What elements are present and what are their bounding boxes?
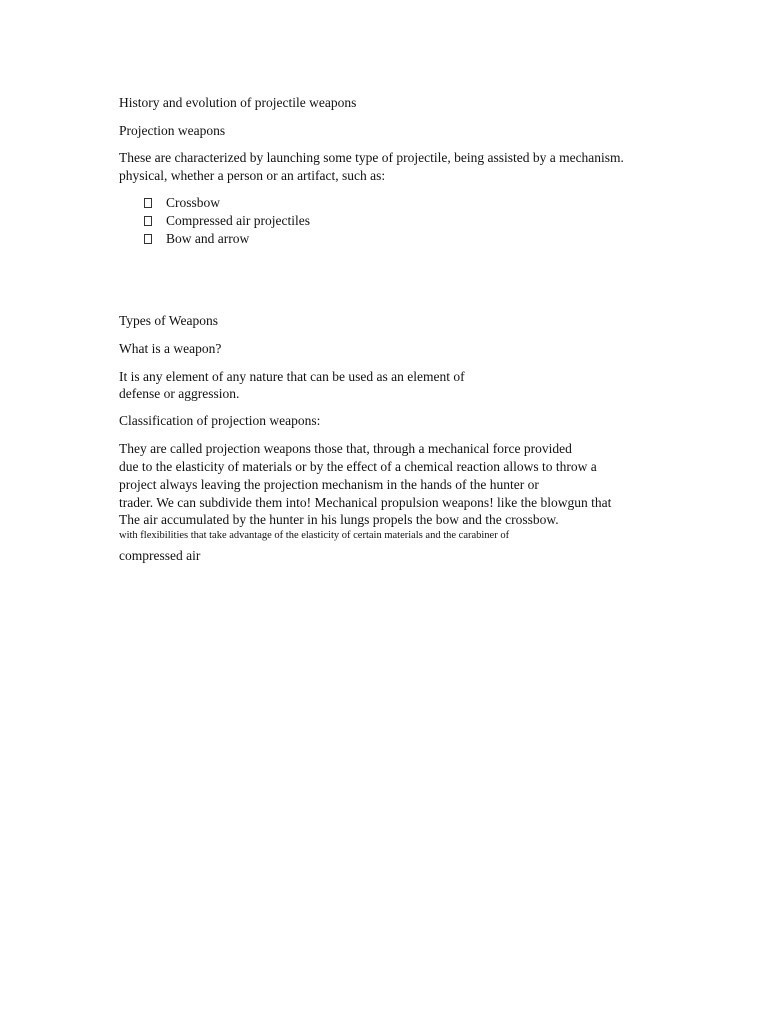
list-item (144, 230, 249, 247)
answer-line-2: defense or aggression. (119, 386, 240, 401)
list-item (144, 212, 310, 229)
paragraph-line-2: due to the elasticity of materials or by the effect of a chemical reaction allows to throw a (119, 459, 597, 474)
paragraph-line-1: They are called projection weapons those that, through a mechanical force provided (119, 441, 572, 456)
classification-heading: Classification of projection weapons: (119, 413, 321, 428)
list-item-label: Crossbow (166, 195, 221, 210)
bullet-box-icon (144, 216, 152, 226)
list-item-label: Compressed air projectiles (166, 213, 310, 228)
paragraph-last-line: compressed air (119, 548, 201, 563)
document-title: History and evolution of projectile weapons (119, 95, 357, 110)
bullet-box-icon (144, 198, 152, 208)
bullet-box-icon (144, 234, 152, 244)
paragraph-line-5: The air accumulated by the hunter in his lungs propels the bow and the crossbow. (119, 512, 559, 527)
list-item-label: Bow and arrow (166, 231, 250, 246)
paragraph-line-4: trader. We can subdivide them into! Mechanical propulsion weapons! like the blowgun that (119, 495, 612, 510)
paragraph-line-3: project always leaving the projection mechanism in the hands of the hunter or (119, 477, 539, 492)
question-heading: What is a weapon? (119, 341, 222, 356)
list-item (144, 194, 220, 211)
section-heading-types: Types of Weapons (119, 313, 218, 328)
section-heading-projection-weapons: Projection weapons (119, 123, 226, 138)
intro-text-line-2: physical, whether a person or an artifact, such as: (119, 168, 386, 183)
paragraph-small-line: with flexibilities that take advantage of the elasticity of certain materials and the carabiner of (119, 530, 510, 541)
intro-text-line-1: These are characterized by launching some type of projectile, being assisted by a mechanism. (119, 150, 624, 165)
answer-line-1: It is any element of any nature that can be used as an element of (119, 369, 465, 384)
